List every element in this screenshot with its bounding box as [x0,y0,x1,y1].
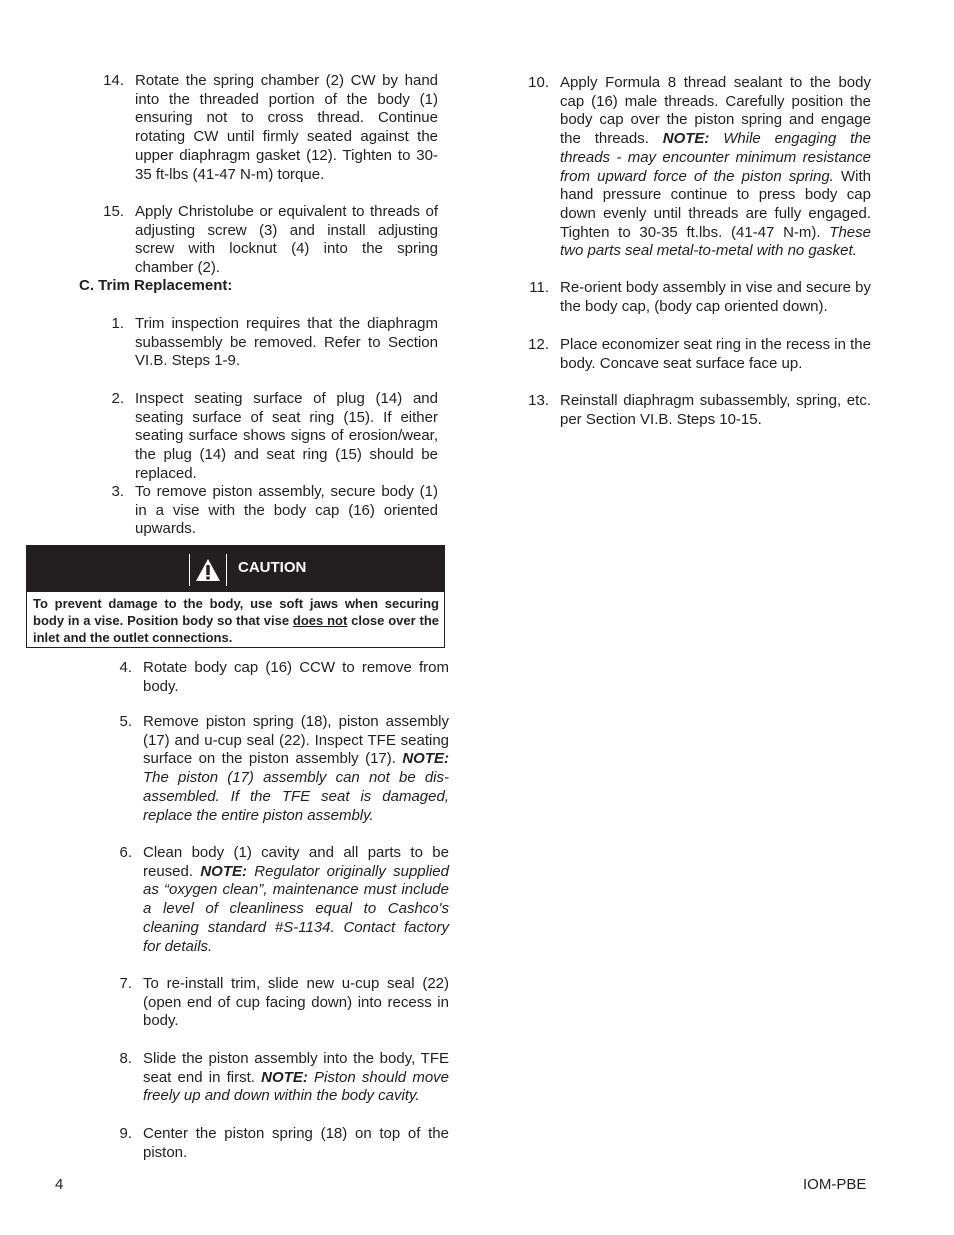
caution-title: CAUTION [238,559,307,576]
caution-text-underlined: does not [292,613,348,629]
step-number: 2. [111,390,124,407]
step-text-part: The piston (17) assembly can not be dis-assembled. If the TFE seat is damaged, replace the entire piston assembly. [143,769,449,824]
step-text [560,74,871,261]
step-text-part: Reinstall diaphragm subassembly, spring, etc. per Section VI.B. Steps 10-15. [560,392,871,428]
step-number: 1. [111,315,124,332]
page-number: 4 [55,1176,64,1193]
step-text [560,392,871,429]
step-text-part: NOTE: [662,130,710,148]
trim-step-12 [525,336,871,373]
trim-step-10 [525,74,871,261]
caution-icon-cell [189,554,227,586]
trim-step-9 [100,1125,449,1162]
warning-triangle-icon [195,558,221,582]
step-text-part: Center the piston spring (18) on top of the piston. [143,1125,449,1161]
step-text-part: Place economizer seat ring in the recess in the body. Concave seat surface face up. [560,336,871,372]
trim-step-7 [100,975,449,1031]
step-14 [100,72,438,184]
step-text [143,659,449,696]
step-text [135,72,438,184]
step-text-part: Piston should move freely up and down within the body cavity. [143,1068,449,1105]
trim-step-11 [525,279,871,316]
caution-text-before: To prevent damage to the body, use soft jaws when securing body in a vise. Position body so that vise [33,596,439,629]
step-number: 8. [119,1050,132,1067]
step-number: 11. [529,279,549,296]
step-number: 4. [119,659,132,676]
step-15 [100,203,438,278]
caution-box [26,545,445,648]
trim-step-13 [525,392,871,429]
step-text-part: Clean body (1) cavity and all parts to be reused. [143,844,449,880]
trim-step-3 [100,483,438,539]
step-text-part: With hand pressure continue to press body cap down evenly until threads are fully engaged. Tighten to 30-35 ft.lbs. (41-47 N-m). [560,167,871,241]
step-text [143,1125,449,1162]
step-text-part: NOTE: [261,1068,308,1086]
trim-step-4 [100,659,449,696]
step-text [135,390,438,484]
step-text-part: These two parts seal metal-to-metal with no gasket. [560,223,871,260]
trim-step-1 [100,315,438,371]
step-text-part: NOTE: [402,750,449,768]
step-number: 15. [103,203,124,220]
step-text [560,336,871,373]
document-code: IOM-PBE [803,1176,867,1193]
step-number: 3. [111,483,124,500]
step-text-part: To re-install trim, slide new u-cup seal (22) (open end of cup facing down) into recess in body. [143,975,449,1030]
step-text-part: Re-orient body assembly in vise and secure by the body cap, (body cap oriented down). [560,279,871,315]
caution-text [33,595,439,647]
step-text [135,483,438,539]
trim-step-2 [100,390,438,484]
step-text-part: Slide the piston assembly into the body, TFE seat end in first. [143,1050,449,1086]
step-number: 9. [119,1125,132,1142]
step-number: 12. [528,336,549,353]
step-text-part: Apply Formula 8 thread sealant to the body cap (16) male threads. Carefully position the body cap over the piston spring and engage the threads. [560,74,871,148]
step-text-part: Remove piston spring (18), piston assembly (17) and u-cup seal (22). Inspect TFE seating surface on the piston assembly (17). [143,713,449,768]
step-number: 14. [103,72,124,89]
trim-step-8 [100,1050,449,1106]
step-text-part: While engaging the threads - may encounter minimum resistance from upward force of the piston spring. [560,130,872,185]
step-text [143,975,449,1031]
step-text [135,315,438,371]
step-number: 13. [528,392,549,409]
step-text [143,1050,449,1106]
step-number: 7. [119,975,132,992]
step-text-part: Apply Christolube or equivalent to threads of adjusting screw (3) and install adjusting screw with locknut (4) into the spring chamber (2). [135,203,438,277]
step-text [560,279,871,316]
caution-text-after: close over the inlet and the outlet connections. [33,613,439,646]
step-text-part: Trim inspection requires that the diaphragm subassembly be removed. Refer to Section VI.B. Steps 1-9. [135,315,438,370]
step-text [135,203,438,278]
step-text-part: Inspect seating surface of plug (14) and seating surface of seat ring (15). If either seating surface shows signs of erosion/wear, the plug (14) and seat ring (15) should be replaced. [135,390,438,482]
trim-step-5 [100,713,449,825]
step-number: 6. [119,844,132,861]
section-heading-trim-replacement: C. Trim Replacement: [79,277,233,294]
step-text-part: Rotate body cap (16) CCW to remove from body. [143,659,449,695]
step-text-part: Regulator originally supplied as “oxygen clean”, maintenance must include a level of cleanliness equal to Cashco's cleaning standard #S-1134. Contact factory for details. [143,862,449,955]
step-text [143,844,449,956]
step-text-part: To remove piston assembly, secure body (1) in a vise with the body cap (16) oriented upwards. [135,483,438,538]
step-number: 10. [528,74,549,91]
step-number: 5. [119,713,132,730]
step-text [143,713,449,825]
caution-header [27,546,444,592]
step-text-part: NOTE: [200,862,247,880]
trim-step-6 [100,844,449,956]
step-text-part: Rotate the spring chamber (2) CW by hand into the threaded portion of the body (1) ensuring not to cross thread. Continue rotating CW until firmly seated against the upper diaphragm gasket (12). Tighten to 30-35 ft-lbs (41-47 N-m) torque. [135,72,438,183]
